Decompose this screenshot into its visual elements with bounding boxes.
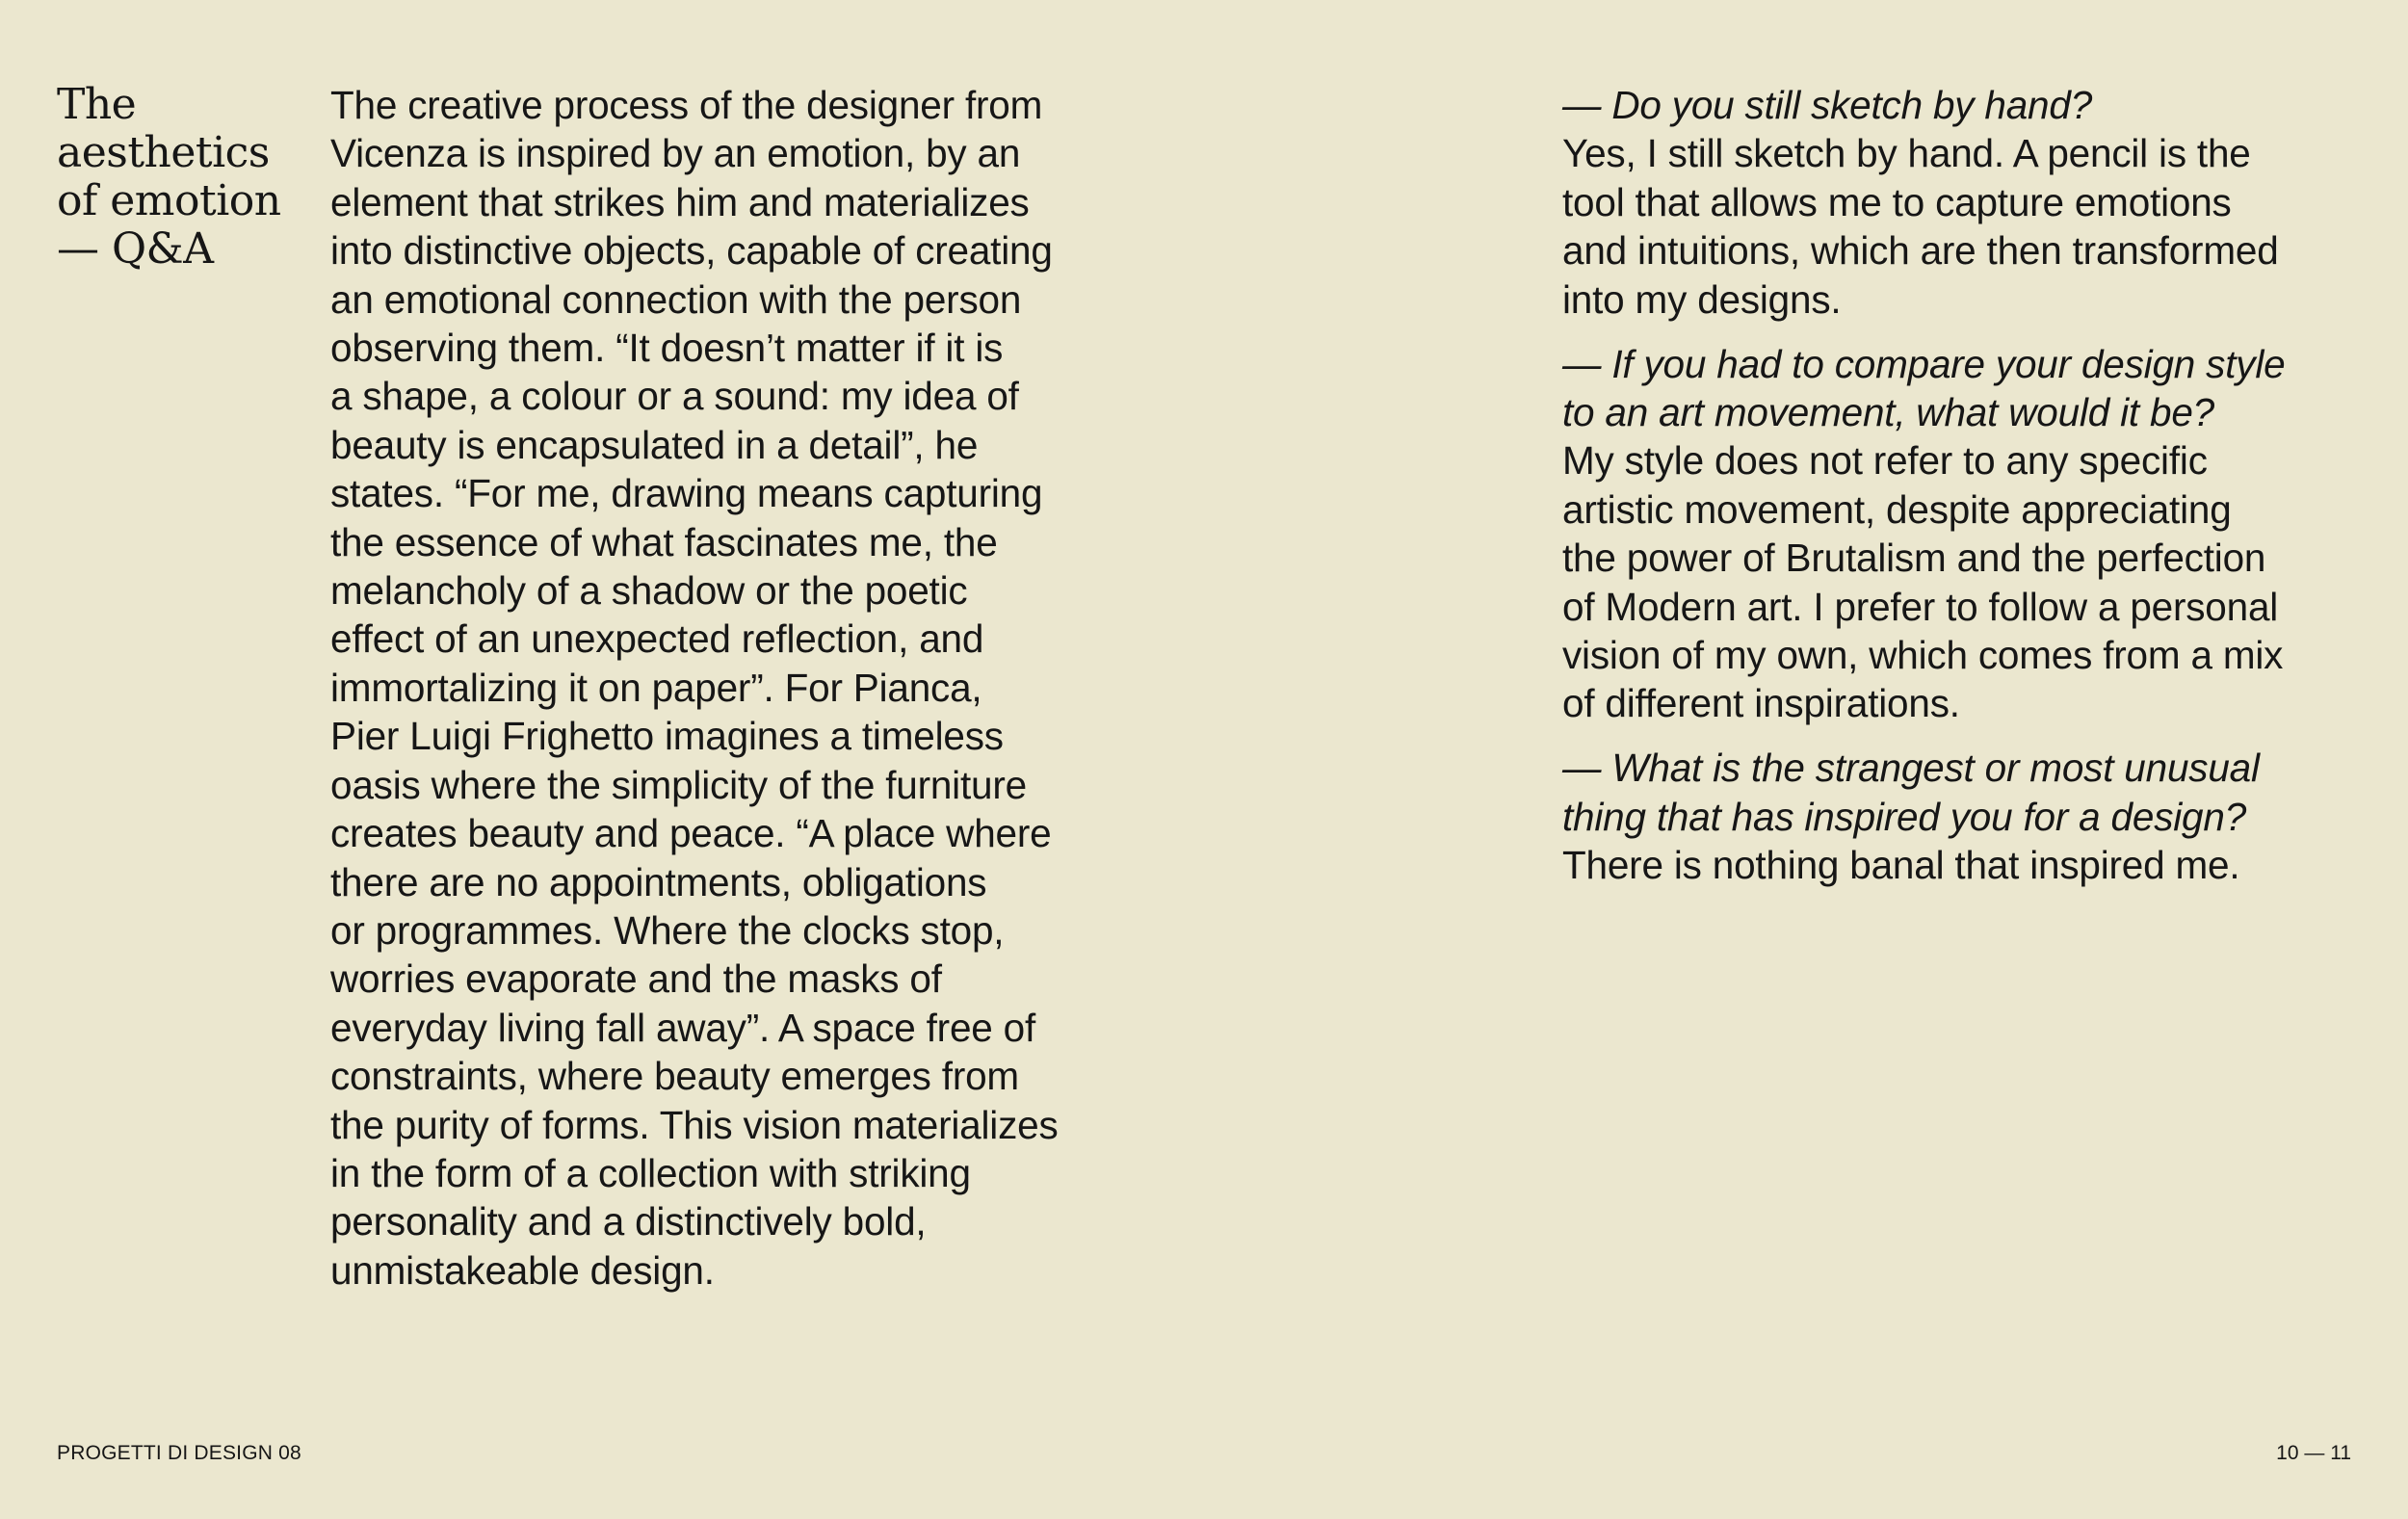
heading-line: aesthetics <box>57 128 270 177</box>
body-line: observing them. “It doesn’t matter if it is <box>330 326 1004 371</box>
qa-answer: My style does not refer to any specific <box>1562 438 2208 484</box>
qa-question: thing that has inspired you for a design? <box>1562 794 2247 839</box>
qa-answer: vision of my own, which comes from a mix <box>1562 632 2284 677</box>
body-line: oasis where the simplicity of the furniture <box>330 762 1027 807</box>
qa-answer: of different inspirations. <box>1562 681 1960 726</box>
body-line: The creative process of the designer from <box>330 83 1043 127</box>
body-line: there are no appointments, obligations <box>330 859 987 904</box>
heading-line: The <box>57 80 137 129</box>
body-line: constraints, where beauty emerges from <box>330 1054 1019 1099</box>
body-line: effect of an unexpected reflection, and <box>330 616 984 662</box>
qa-item <box>1562 81 2391 324</box>
body-line: unmistakeable design. <box>330 1247 715 1293</box>
qa-question: to an art movement, what would it be? <box>1562 389 2214 434</box>
body-line: the purity of forms. This vision materializes <box>330 1102 1059 1147</box>
body-line: element that strikes him and materializes <box>330 179 1030 224</box>
body-line: states. “For me, drawing means capturing <box>330 471 1043 516</box>
heading-line: — Q&A <box>57 224 214 274</box>
body-line: in the form of a collection with striking <box>330 1150 971 1195</box>
qa-answer: of Modern art. I prefer to follow a personal <box>1562 584 2279 629</box>
body-line: a shape, a colour or a sound: my idea of <box>330 374 1019 419</box>
qa-answer: into my designs. <box>1562 276 1842 322</box>
qa-question: — If you had to compare your design style <box>1562 341 2286 386</box>
body-line: the essence of what fascinates me, the <box>330 519 998 564</box>
body-line: or programmes. Where the clocks stop, <box>330 907 1005 953</box>
qa-question: — What is the strangest or most unusual <box>1562 746 2260 791</box>
heading-line: of emotion <box>57 176 281 225</box>
qa-answer: artistic movement, despite appreciating <box>1562 486 2232 532</box>
qa-item <box>1562 340 2391 728</box>
qa-item <box>1562 744 2391 889</box>
body-line: melancholy of a shadow or the poetic <box>330 568 968 614</box>
body-line: creates beauty and peace. “A place where <box>330 811 1052 856</box>
qa-answer: Yes, I still sketch by hand. A pencil is the <box>1562 131 2251 176</box>
body-line: worries evaporate and the masks of <box>330 956 942 1002</box>
body-line: beauty is encapsulated in a detail”, he <box>330 422 979 467</box>
body-line: Pier Luigi Frighetto imagines a timeless <box>330 714 1004 759</box>
qa-answer: the power of Brutalism and the perfection <box>1562 536 2266 581</box>
qa-answer: There is nothing banal that inspired me. <box>1562 843 2240 888</box>
body-line: personality and a distinctively bold, <box>330 1199 927 1244</box>
qa-answer: tool that allows me to capture emotions <box>1562 179 2232 224</box>
body-line: Vicenza is inspired by an emotion, by an <box>330 131 1021 176</box>
intro-body-text <box>330 81 1178 1295</box>
qa-column <box>1562 81 2391 905</box>
qa-question: — Do you still sketch by hand? <box>1562 83 2093 127</box>
body-line: into distinctive objects, capable of creating <box>330 228 1053 274</box>
section-heading <box>57 81 298 274</box>
qa-answer: and intuitions, which are then transformed <box>1562 228 2279 274</box>
body-line: everyday living fall away”. A space free of <box>330 1005 1036 1050</box>
page-numbers: 10 — 11 <box>2276 1442 2351 1464</box>
body-line: immortalizing it on paper”. For Pianca, <box>330 665 982 710</box>
body-line: an emotional connection with the person <box>330 276 1022 322</box>
publication-footer: PROGETTI DI DESIGN 08 <box>57 1442 301 1464</box>
